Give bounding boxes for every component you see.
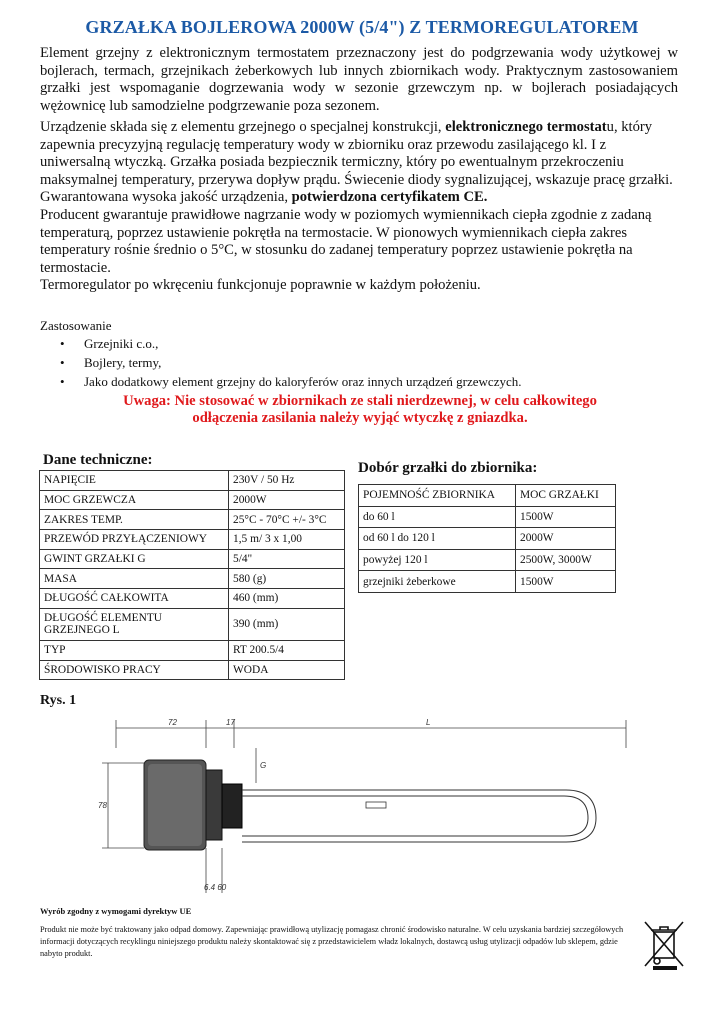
heater-technical-drawing <box>96 708 636 900</box>
thermostat-housing-face <box>148 764 202 846</box>
table-row <box>40 510 345 530</box>
warning-line-2: odłączenia zasilania należy wyjąć wtyczkę z gniazdka. <box>192 410 528 427</box>
sizing-table <box>358 484 616 593</box>
column-header-capacity: POJEMNOŚĆ ZBIORNIKA <box>359 485 516 507</box>
table-cell-label: DŁUGOŚĆ ELEMENTU GRZEJNEGO L <box>40 608 229 640</box>
table-cell-label: NAPIĘCIE <box>40 471 229 491</box>
page-title: GRZAŁKA BOJLEROWA 2000W (5/4") Z TERMOREGULATOREM <box>85 17 639 37</box>
warning-notice <box>40 393 680 428</box>
table-row <box>40 660 345 680</box>
table-cell-value: 5/4" <box>229 549 345 569</box>
dimension-label-l: L <box>426 718 431 727</box>
dimension-label-17: 17 <box>226 718 235 727</box>
table-cell-value: RT 200.5/4 <box>229 640 345 660</box>
description-bold-2: potwierdzona certyfikatem CE. <box>291 189 488 206</box>
table-cell-label: MOC GRZEWCZA <box>40 490 229 510</box>
table-cell-value: WODA <box>229 660 345 680</box>
description-paragraph <box>40 119 678 295</box>
list-item: • Grzejniki c.o., <box>64 334 521 353</box>
applications-heading: Zastosowanie <box>40 318 112 333</box>
table-row <box>359 506 616 528</box>
table-row <box>40 569 345 589</box>
table-cell-power: 2000W <box>516 528 616 550</box>
weee-bin-icon <box>641 918 687 972</box>
table-row <box>40 530 345 550</box>
list-item: • Jako dodatkowy element grzejny do kaloryferów oraz innych urządzeń grzewczych. <box>64 372 521 391</box>
table-header-row <box>359 485 616 507</box>
thread <box>222 784 242 828</box>
table-cell-label: GWINT GRZAŁKI G <box>40 549 229 569</box>
heating-element-outer <box>242 790 596 842</box>
tech-table-title: Dane techniczne: <box>43 452 153 468</box>
tech-table <box>39 470 345 680</box>
dimension-label-78: 78 <box>98 801 107 810</box>
description-bold-1: elektronicznego termostat <box>445 119 607 135</box>
intro-paragraph: Element grzejny z elektronicznym termostatem przeznaczony jest do podgrzewania wody użytkowej w bojlerach, termach, grzejnikach żeberkowych lub innych zbiornikach wody. Praktycznym zastosowaniem grzałki jest wspomaganie dogrzewania wody w sezonie grzewczym np. w bojlerach posiadających wężownicę lub samodzielne podgrzewanie poza sezonem. <box>40 45 678 114</box>
dimension-label-6460: 6.4 60 <box>204 883 227 892</box>
sensor-tube <box>366 802 386 808</box>
table-cell-capacity: grzejniki żeberkowe <box>359 571 516 593</box>
table-cell-capacity: do 60 l <box>359 506 516 528</box>
table-cell-value: 2000W <box>229 490 345 510</box>
table-cell-power: 1500W <box>516 506 616 528</box>
table-cell-value: 390 (mm) <box>229 608 345 640</box>
description-part-3: Producent gwarantuje prawidłowe nagrzanie wody w poziomych wymiennikach ciepła zgodnie z zadaną temperaturą, poprzez ustawienie pokrętła na termostacie. W pionowych wymiennikach ciepła zakres temperatury rośnie średnio o 5°C, w stosunku do zadanej temperatury poprzez ustawienie pokrętła na termostacie. <box>40 206 652 276</box>
heating-element-inner <box>242 796 588 836</box>
table-cell-label: MASA <box>40 569 229 589</box>
table-cell-label: ŚRODOWISKO PRACY <box>40 660 229 680</box>
table-cell-value: 580 (g) <box>229 569 345 589</box>
dimension-label-72: 72 <box>168 718 177 727</box>
description-part-1: Urządzenie składa się z elementu grzejnego o specjalnej konstrukcji, <box>40 119 446 135</box>
bin-wheel <box>654 958 660 964</box>
table-row <box>359 528 616 550</box>
dimension-label-g: G <box>260 761 267 770</box>
table-cell-label: PRZEWÓD PRZYŁĄCZENIOWY <box>40 530 229 550</box>
table-cell-value: 25°C - 70°C +/- 3°C <box>229 510 345 530</box>
table-cell-value: 460 (mm) <box>229 589 345 609</box>
list-item: • Bojlery, termy, <box>64 353 521 372</box>
table-cell-power: 1500W <box>516 571 616 593</box>
table-cell-label: ZAKRES TEMP. <box>40 510 229 530</box>
table-row <box>40 549 345 569</box>
column-header-power: MOC GRZAŁKI <box>516 485 616 507</box>
table-cell-capacity: od 60 l do 120 l <box>359 528 516 550</box>
table-row <box>40 471 345 491</box>
table-cell-value: 230V / 50 Hz <box>229 471 345 491</box>
table-cell-label: DŁUGOŚĆ CAŁKOWITA <box>40 589 229 609</box>
table-row <box>359 571 616 593</box>
description-part-4: Termoregulator po wkręceniu funkcjonuje poprawnie w każdym położeniu. <box>40 277 481 294</box>
table-row <box>40 608 345 640</box>
applications-list <box>64 334 521 391</box>
table-cell-power: 2500W, 3000W <box>516 549 616 571</box>
warning-line-1: Uwaga: Nie stosować w zbiornikach ze stali nierdzewnej, w celu całkowitego <box>123 393 597 409</box>
figure-label: Rys. 1 <box>40 693 77 708</box>
table-cell-capacity: powyżej 120 l <box>359 549 516 571</box>
table-cell-value: 1,5 m/ 3 x 1,00 <box>229 530 345 550</box>
sizing-table-title: Dobór grzałki do zbiornika: <box>358 460 538 476</box>
table-row <box>359 549 616 571</box>
description-part-2: u, który zapewnia precyzyjną regulację temperatury wody w zbiorniku oraz przewodu zasilającego kl. I z uniwersalną wtyczką. Grzałka posiada bezpiecznik termiczny, który po ewentualnym przekroczeniu maksymalnej temperatury, przerywa dopływ prądu. Świecenie diody sygnalizującej, wskazuje pracę grzałki. Gwarantowana wysoka jakość urządzenia, <box>40 119 673 206</box>
table-cell-label: TYP <box>40 640 229 660</box>
table-row <box>40 640 345 660</box>
table-row <box>40 589 345 609</box>
bin-bar <box>653 966 677 970</box>
disposal-note: Produkt nie może być traktowany jako odpad domowy. Zapewniając prawidłową utylizację pomagasz chronić środowisko naturalne. W celu uzyskania bardziej szczegółowych informacji dotyczących recyklingu niniejszego produktu należy skontaktować się z przedstawicielem władz lokalnych, dostawcą usług utylizacji odpadów lub sklepem, gdzie nabyto produkt. <box>40 925 624 958</box>
compliance-note: Wyrób zgodny z wymogami dyrektyw UE <box>40 906 192 916</box>
hex-nut <box>206 770 222 840</box>
table-row <box>40 490 345 510</box>
